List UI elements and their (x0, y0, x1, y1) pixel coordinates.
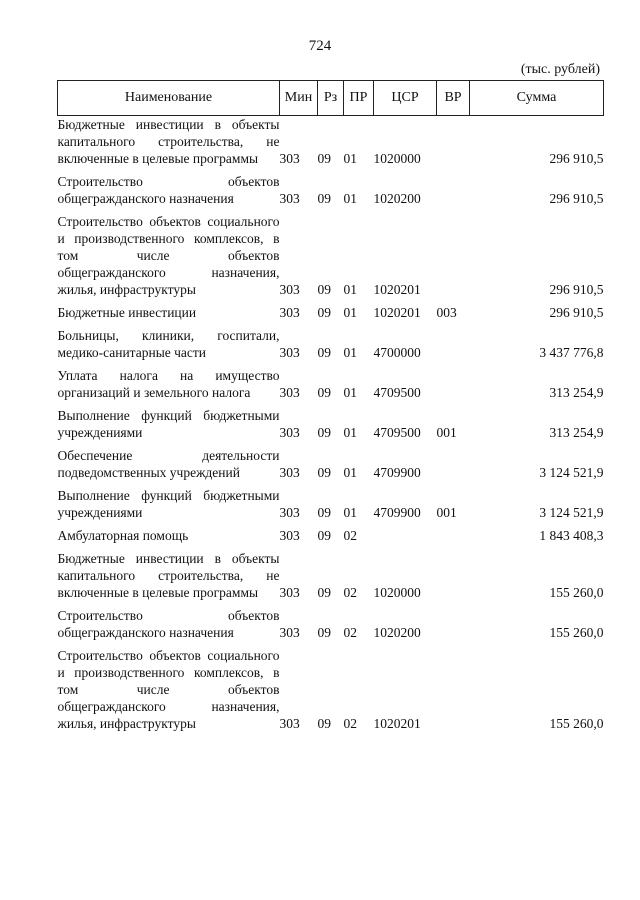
cell-sum: 296 910,5 (549, 305, 604, 320)
cell-min: 303 (279, 305, 300, 320)
cell-sum: 3 124 521,9 (539, 505, 604, 520)
cell-min: 303 (279, 465, 300, 480)
cell-name: Бюджетные инвестиции (57, 305, 197, 320)
cell-vr: 001 (436, 505, 457, 520)
cell-min: 303 (279, 151, 300, 166)
cell-csr: 1020201 (373, 305, 421, 320)
header-sum: Сумма (470, 81, 604, 116)
cell-vr (437, 447, 470, 487)
cell-sum: 155 260,0 (549, 585, 604, 600)
cell-vr (437, 213, 470, 304)
header-pr: ПР (344, 81, 374, 116)
cell-min: 303 (279, 716, 300, 731)
cell-min: 303 (279, 191, 300, 206)
cell-pr: 01 (343, 151, 357, 166)
cell-sum: 1 843 408,3 (539, 528, 604, 543)
cell-name: Больницы, клиники, госпитали, медико-санитарные части (57, 328, 280, 360)
cell-csr: 1020201 (373, 282, 421, 297)
cell-rz: 09 (317, 625, 331, 640)
cell-pr: 01 (343, 425, 357, 440)
cell-csr: 4709500 (373, 385, 421, 400)
cell-sum: 296 910,5 (549, 282, 604, 297)
table-row (58, 527, 604, 550)
cell-csr: 1020201 (373, 716, 421, 731)
cell-csr: 1020000 (373, 585, 421, 600)
cell-min: 303 (279, 425, 300, 440)
cell-rz: 09 (317, 385, 331, 400)
cell-rz: 09 (317, 528, 331, 543)
cell-rz: 09 (317, 151, 331, 166)
cell-csr: 4709500 (373, 425, 421, 440)
header-vr: ВР (437, 81, 470, 116)
table-row (58, 607, 604, 647)
table-row (58, 213, 604, 304)
cell-csr: 1020200 (373, 625, 421, 640)
cell-csr: 4700000 (373, 345, 421, 360)
cell-sum: 155 260,0 (549, 716, 604, 731)
cell-rz: 09 (317, 425, 331, 440)
cell-pr: 02 (343, 716, 357, 731)
cell-sum: 296 910,5 (549, 151, 604, 166)
cell-name: Обеспечение деятельности подведомственных учреждений (57, 448, 280, 480)
cell-rz: 09 (317, 282, 331, 297)
cell-name: Строительство объектов общегражданского назначения (57, 608, 280, 640)
cell-sum: 3 437 776,8 (539, 345, 604, 360)
cell-vr: 001 (436, 425, 457, 440)
cell-vr (437, 116, 470, 174)
cell-pr: 02 (343, 528, 357, 543)
table-row (58, 304, 604, 327)
cell-name: Строительство объектов социального и производственного комплексов, в том числе объектов общегражданского назначения, жилья, инфраструктуры (57, 214, 280, 297)
table-row (58, 487, 604, 527)
cell-rz: 09 (317, 716, 331, 731)
cell-vr: 003 (436, 305, 457, 320)
cell-pr: 01 (343, 505, 357, 520)
cell-min: 303 (279, 282, 300, 297)
cell-sum: 296 910,5 (549, 191, 604, 206)
cell-name: Бюджетные инвестиции в объекты капитального строительства, не включенные в целевые программы (57, 117, 280, 166)
cell-min: 303 (279, 585, 300, 600)
cell-name: Строительство объектов социального и производственного комплексов, в том числе объектов общегражданского назначения, жилья, инфраструктуры (57, 648, 280, 731)
cell-min: 303 (279, 625, 300, 640)
table-row (58, 550, 604, 607)
cell-name: Амбулаторная помощь (57, 528, 189, 543)
cell-vr (437, 647, 470, 738)
table-row (58, 173, 604, 213)
cell-rz: 09 (317, 465, 331, 480)
header-name: Наименование (58, 81, 280, 116)
cell-rz: 09 (317, 305, 331, 320)
cell-sum: 313 254,9 (549, 425, 604, 440)
units-label: (тыс. рублей) (520, 62, 600, 77)
header-min: Мин (280, 81, 318, 116)
cell-vr (437, 550, 470, 607)
cell-csr: 4709900 (373, 465, 421, 480)
cell-rz: 09 (317, 585, 331, 600)
cell-pr: 01 (343, 465, 357, 480)
cell-pr: 01 (343, 282, 357, 297)
cell-csr: 1020200 (373, 191, 421, 206)
cell-min: 303 (279, 345, 300, 360)
cell-csr: 4709900 (373, 505, 421, 520)
cell-name: Бюджетные инвестиции в объекты капитального строительства, не включенные в целевые программы (57, 551, 280, 600)
cell-sum: 3 124 521,9 (539, 465, 604, 480)
table-header-row (58, 81, 604, 116)
cell-rz: 09 (317, 505, 331, 520)
cell-rz: 09 (317, 191, 331, 206)
cell-name: Выполнение функций бюджетными учреждениями (57, 488, 280, 520)
cell-csr (374, 527, 437, 550)
table-row (58, 327, 604, 367)
table-body (58, 116, 604, 739)
cell-pr: 01 (343, 305, 357, 320)
cell-vr (437, 327, 470, 367)
cell-rz: 09 (317, 345, 331, 360)
cell-name: Выполнение функций бюджетными учреждениями (57, 408, 280, 440)
cell-name: Строительство объектов общегражданского назначения (57, 174, 280, 206)
page-number: 724 (308, 38, 332, 54)
table-row (58, 447, 604, 487)
cell-min: 303 (279, 528, 300, 543)
table-row (58, 407, 604, 447)
cell-pr: 02 (343, 625, 357, 640)
table-row (58, 116, 604, 174)
budget-table (57, 80, 604, 738)
header-rz: Рз (318, 81, 344, 116)
cell-pr: 01 (343, 385, 357, 400)
cell-pr: 02 (343, 585, 357, 600)
cell-name: Уплата налога на имущество организаций и земельного налога (57, 368, 280, 400)
table-row (58, 367, 604, 407)
cell-vr (437, 607, 470, 647)
cell-sum: 313 254,9 (549, 385, 604, 400)
cell-pr: 01 (343, 191, 357, 206)
table-row (58, 647, 604, 738)
header-csr: ЦСР (374, 81, 437, 116)
cell-min: 303 (279, 505, 300, 520)
cell-vr (437, 527, 470, 550)
cell-vr (437, 173, 470, 213)
cell-csr: 1020000 (373, 151, 421, 166)
cell-pr: 01 (343, 345, 357, 360)
cell-min: 303 (279, 385, 300, 400)
cell-sum: 155 260,0 (549, 625, 604, 640)
cell-vr (437, 367, 470, 407)
